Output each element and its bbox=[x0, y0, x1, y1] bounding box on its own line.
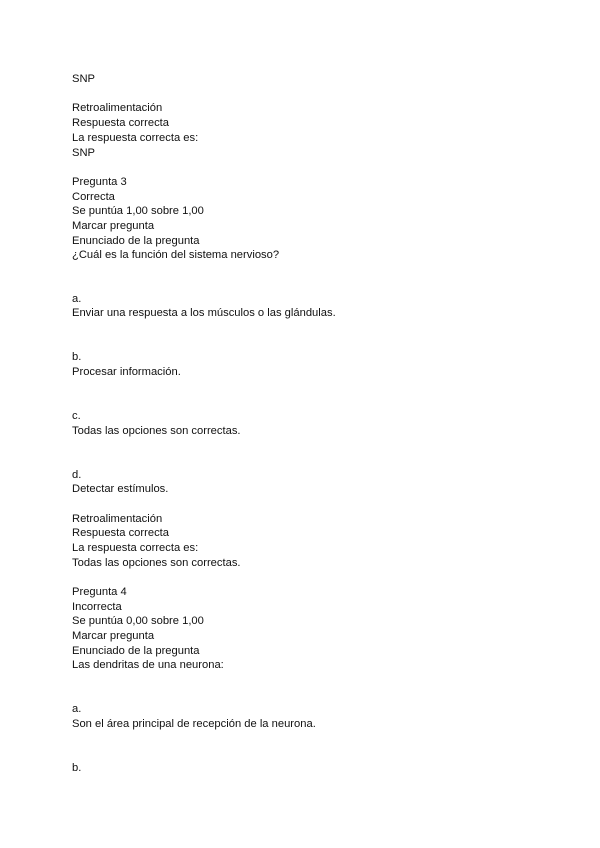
flag-question-link[interactable]: Marcar pregunta bbox=[72, 630, 155, 642]
feedback-status: Respuesta correcta bbox=[72, 527, 170, 539]
option-letter[interactable]: d. bbox=[72, 469, 82, 481]
feedback-intro: La respuesta correcta es: bbox=[72, 132, 199, 144]
feedback-heading: Retroalimentación bbox=[72, 102, 163, 114]
option-letter[interactable]: b. bbox=[72, 762, 82, 774]
option-text[interactable]: Son el área principal de recepción de la neurona. bbox=[72, 718, 316, 730]
question-text: ¿Cuál es la función del sistema nervioso? bbox=[72, 249, 280, 261]
option-letter[interactable]: a. bbox=[72, 293, 82, 305]
question-result: Incorrecta bbox=[72, 601, 122, 613]
option-letter[interactable]: c. bbox=[72, 410, 81, 422]
feedback-heading: Retroalimentación bbox=[72, 513, 163, 525]
option-letter[interactable]: a. bbox=[72, 703, 82, 715]
statement-label: Enunciado de la pregunta bbox=[72, 645, 200, 657]
question-text: Las dendritas de una neurona: bbox=[72, 659, 224, 671]
option-letter[interactable]: b. bbox=[72, 351, 82, 363]
question-score: Se puntúa 1,00 sobre 1,00 bbox=[72, 205, 204, 217]
previous-answer: SNP bbox=[72, 73, 96, 85]
feedback-intro: La respuesta correcta es: bbox=[72, 542, 199, 554]
option-text[interactable]: Procesar información. bbox=[72, 366, 181, 378]
question-result: Correcta bbox=[72, 191, 115, 203]
feedback-answer: SNP bbox=[72, 147, 96, 159]
feedback-status: Respuesta correcta bbox=[72, 117, 170, 129]
question-title: Pregunta 4 bbox=[72, 586, 127, 598]
statement-label: Enunciado de la pregunta bbox=[72, 235, 200, 247]
feedback-answer: Todas las opciones son correctas. bbox=[72, 557, 241, 569]
option-text[interactable]: Detectar estímulos. bbox=[72, 483, 169, 495]
flag-question-link[interactable]: Marcar pregunta bbox=[72, 220, 155, 232]
option-text[interactable]: Todas las opciones son correctas. bbox=[72, 425, 241, 437]
option-text[interactable]: Enviar una respuesta a los músculos o las glándulas. bbox=[72, 307, 336, 319]
question-title: Pregunta 3 bbox=[72, 176, 127, 188]
question-score: Se puntúa 0,00 sobre 1,00 bbox=[72, 615, 204, 627]
